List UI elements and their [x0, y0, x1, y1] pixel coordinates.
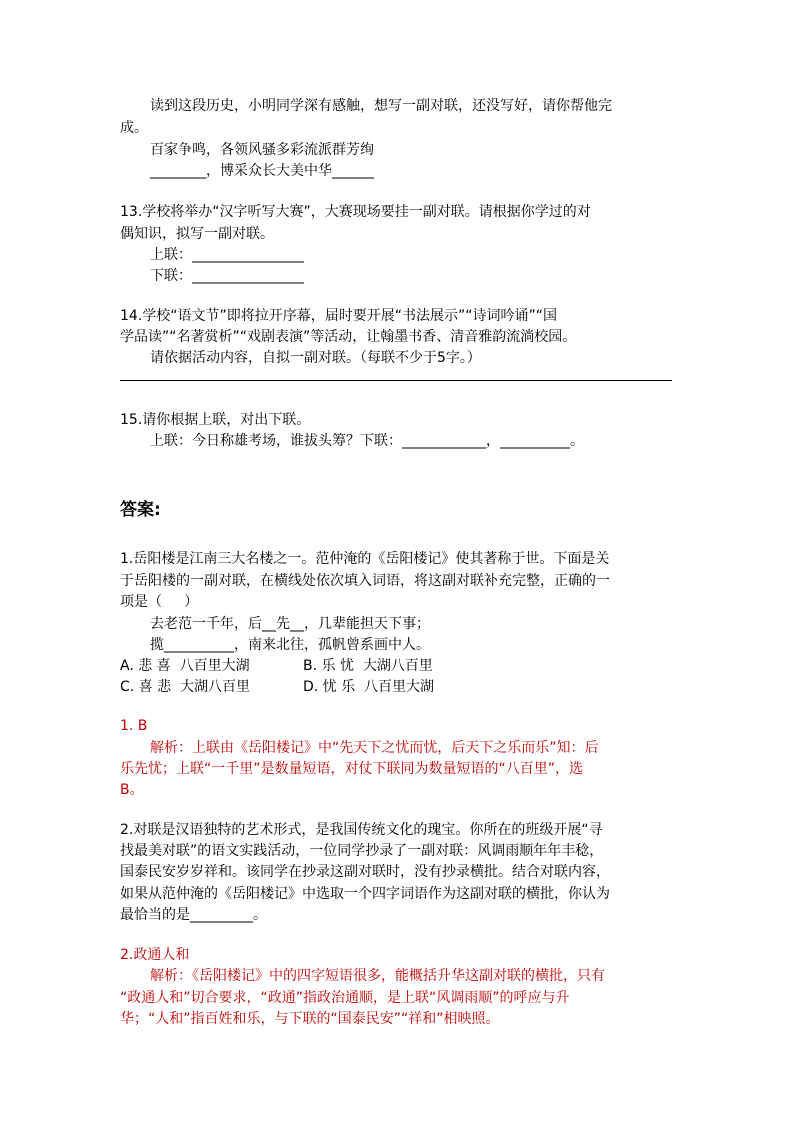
q12-couplet-lower: ________，博采众长大美中华______	[150, 163, 374, 179]
a2-question: 2.对联是汉语独特的艺术形式，是我国传统文化的瑰宝。你所在的班级开展“寻	[120, 822, 603, 838]
q13-question: 13.学校将举办“汉字听写大赛”，大赛现场要挂一副对联。请根据你学过的对	[120, 204, 591, 220]
q12-text-line: 成。	[120, 120, 148, 136]
a1-explanation: 乐先忧；上联“一千里”是数量短语，对仗下联同为数量短语的“八百里”，选	[120, 761, 584, 777]
a2-question: 找最美对联”的语文实践活动，一位同学抄录了一副对联：风调雨顺年年丰稔，	[120, 843, 604, 859]
a1-option-b: B. 乐 忧 大湖八百里	[303, 658, 433, 674]
a2-explanation: 解析：《岳阳楼记》中的四字短语很多，能概括升华这副对联的横批，只有	[150, 968, 605, 984]
answers-heading: 答案:	[120, 500, 161, 520]
q13-lower-blank: 下联：________________	[150, 268, 304, 284]
q14-instruction: 请依据活动内容，自拟一副对联。（每联不少于5字。）	[150, 350, 481, 366]
a2-answer: 2.政通人和	[120, 947, 190, 963]
q13-question: 偶知识，拟写一副对联。	[120, 226, 274, 242]
q15-question: 15.请你根据上联，对出下联。	[120, 412, 311, 428]
q14-question: 学品读”“名著赏析”“戏剧表演”等活动，让翰墨书香、清音雅韵流淌校园。	[120, 329, 577, 345]
a1-question: 于岳阳楼的一副对联，在横线处依次填入词语，将这副对联补充完整，正确的一	[120, 573, 610, 589]
a1-answer: 1. B	[120, 718, 148, 734]
a2-question: 如果从范仲淹的《岳阳楼记》中选取一个四字词语作为这副对联的横批，你认为	[120, 886, 610, 902]
q12-text-line: 读到这段历史，小明同学深有感触，想写一副对联，还没写好，请你帮他完	[150, 98, 612, 114]
a1-option-d: D. 忧 乐 八百里大湖	[303, 679, 435, 695]
q14-question: 14.学校“语文节”即将拉开序幕，届时要开展“书法展示”“诗词吟诵”“国	[120, 308, 558, 324]
a2-question: 国泰民安岁岁祥和。该同学在抄录这副对联时，没有抄录横批。结合对联内容，	[120, 864, 610, 880]
a2-question: 最恰当的是_________。	[120, 907, 267, 923]
a1-couplet-upper: 去老范一千年，后__先__，几辈能担天下事；	[150, 616, 430, 632]
a1-explanation: 解析：上联由《岳阳楼记》中“先天下之忧而忧，后天下之乐而乐”知：后	[150, 740, 599, 756]
a2-explanation: “政通人和”切合要求，“政通”指政治通顺，是上联“风调雨顺”的呼应与升	[120, 990, 570, 1006]
a1-couplet-lower: 揽__________，南来北往，孤帆曾系画中人。	[150, 637, 430, 653]
q14-answer-line	[120, 380, 672, 381]
a1-option-a: A. 悲 喜 八百里大湖	[120, 658, 250, 674]
a1-explanation: B。	[120, 782, 144, 798]
q15-upper-couplet: 上联：今日称雄考场，谁拔头筹？下联：____________，__________。	[150, 433, 584, 449]
a2-explanation: 华；“人和”指百姓和乐，与下联的“国泰民安”“祥和”相映照。	[120, 1011, 500, 1027]
q12-couplet-upper: 百家争鸣，各领风骚多彩流派群芳绚	[150, 142, 374, 158]
a1-question: 1.岳阳楼是江南三大名楼之一。范仲淹的《岳阳楼记》使其著称于世。下面是关	[120, 551, 610, 567]
a1-question: 项是（ ）	[120, 594, 199, 610]
q13-upper-blank: 上联：________________	[150, 247, 304, 263]
a1-option-c: C. 喜 悲 大湖八百里	[120, 679, 251, 695]
